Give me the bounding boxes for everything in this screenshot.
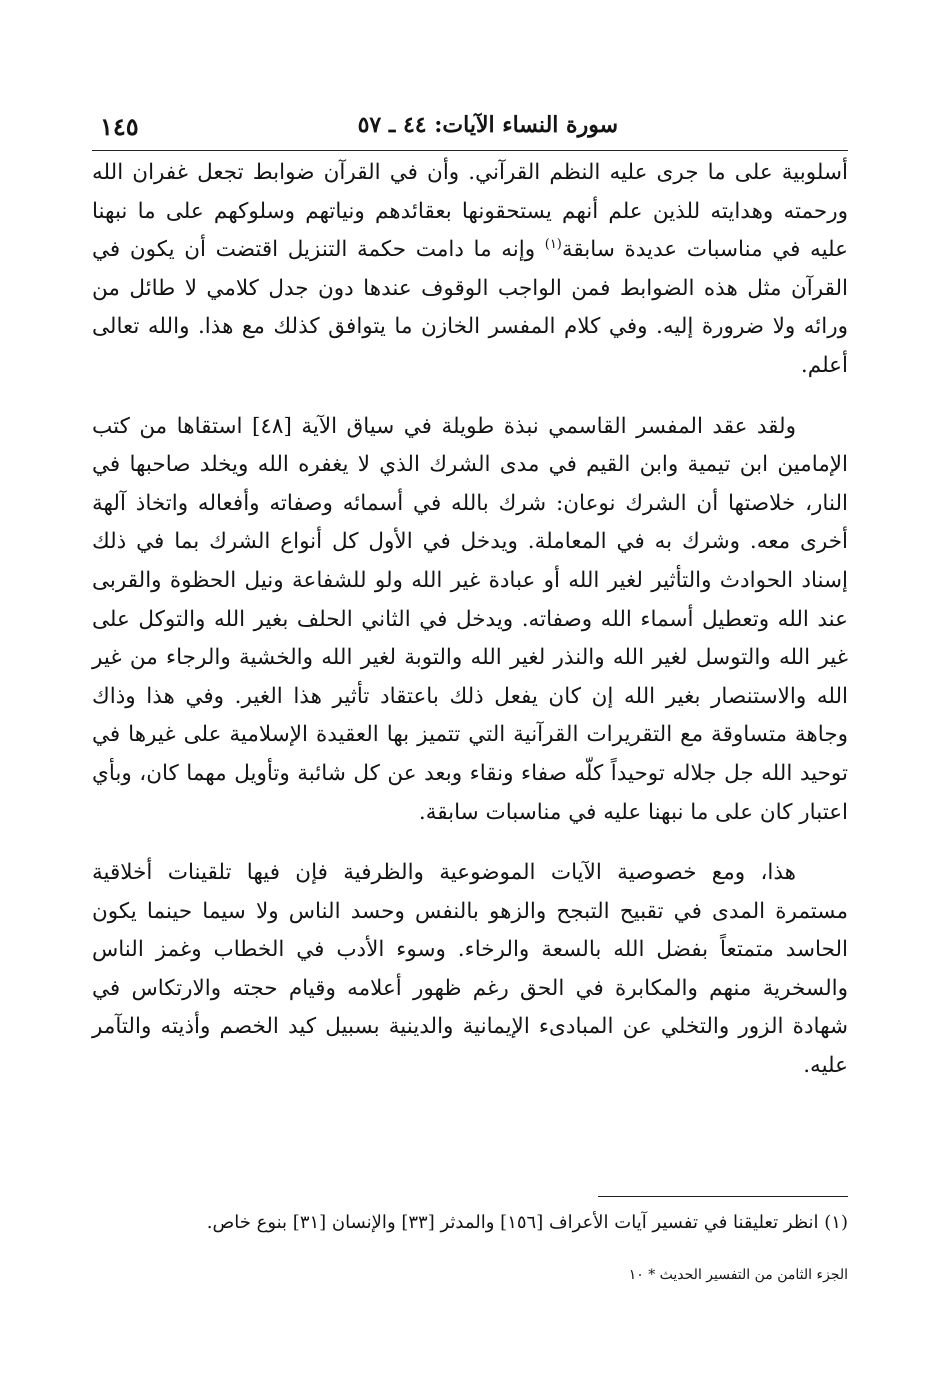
running-header [92,106,848,151]
paragraph-3: هذا، ومع خصوصية الآيات الموضوعية والظرفية فإن فيها تلقينات أخلاقية مستمرة المدى في تقبيح التبجح والزهو بالنفس وحسد الناس ولا سيما حينما يكون الحاسد متمتعاً بفضل الله بالسعة والرخاء. وسوء الأدب في الخطاب وغمز الناس والسخرية منهم والمكابرة في الحق رغم ظهور أعلامه وقيام حجته والارتكاس في شهادة الزور والتخلي عن المبادىء الإيمانية والدينية بسبيل كيد الخصم وأذيته والتآمر عليه. [92,860,848,1079]
footnote: (١) انظر تعليقنا في تفسير آيات الأعراف [١٥٦] والمدثر [٣٣] والإنسان [٣١] بنوع خاص. [206,1212,848,1233]
surah-title: سورة النساء الآيات: ٤٤ ـ ٥٧ [357,112,618,138]
footnote-reference: (١) [544,237,562,253]
paragraph-1-part-b: وإنه ما دامت حكمة التنزيل اقتضت أن يكون في القرآن مثل هذه الضوابط فمن الواجب الوقوف عندها دون جدل كلامي لا طائل من ورائه ولا ضرورة إليه. وفي كلام المفسر الخازن ما يتوافق كذلك مع هذا. والله تعالى أعلم. [92,237,848,378]
paragraph-1-part-a: أسلوبية على ما جرى عليه النظم القرآني. وأن في القرآن ضوابط تجعل غفران الله ورحمته وهدايته للذين علم أنهم يستحقونها بعقائدهم ونياتهم وسلوكهم على ما نبهنا عليه في مناسبات عديدة سابقة [92,160,848,263]
volume-footer: الجزء الثامن من التفسير الحديث * ١٠ [628,1267,848,1283]
paragraph-1 [92,154,848,386]
paragraph-2: ولقد عقد المفسر القاسمي نبذة طويلة في سياق الآية [٤٨] استقاها من كتب الإمامين ابن تيمية وابن القيم في مدى الشرك الذي لا يغفره الله ويخلد صاحبها في النار، خلاصتها أن الشرك نوعان: شرك بالله في أسمائه وصفاته وأفعاله واتخاذ آلهة أخرى معه. وشرك به في المعاملة. ويدخل في الأول كل أنواع الشرك بما في ذلك إسناد الحوادث والتأثير لغير الله أو عبادة غير الله ولو للشفاعة ونيل الحظوة والقربى عند الله وتعطيل أسماء الله وصفاته. ويدخل في الثاني الحلف بغير الله والتوكل على غير الله والتوسل لغير الله والنذر لغير الله والتوبة لغير الله والخشية والرجاء من غير الله والاستنصار بغير الله إن كان يفعل ذلك باعتقاد تأثير هذا الغير. وفي هذا وذاك وجاهة متساوقة مع التقريرات القرآنية التي تتميز بها العقيدة الإسلامية على غيرها في توحيد الله جل جلاله توحيداً كلّه صفاء ونقاء وبعد عن كل شائبة وتأويل مهما كان، وبأي اعتبار كان على ما نبهنا عليه في مناسبات سابقة. [92,413,848,825]
main-text [92,154,848,1086]
footnote-divider [598,1196,848,1197]
page-number: ١٤٥ [100,112,139,141]
